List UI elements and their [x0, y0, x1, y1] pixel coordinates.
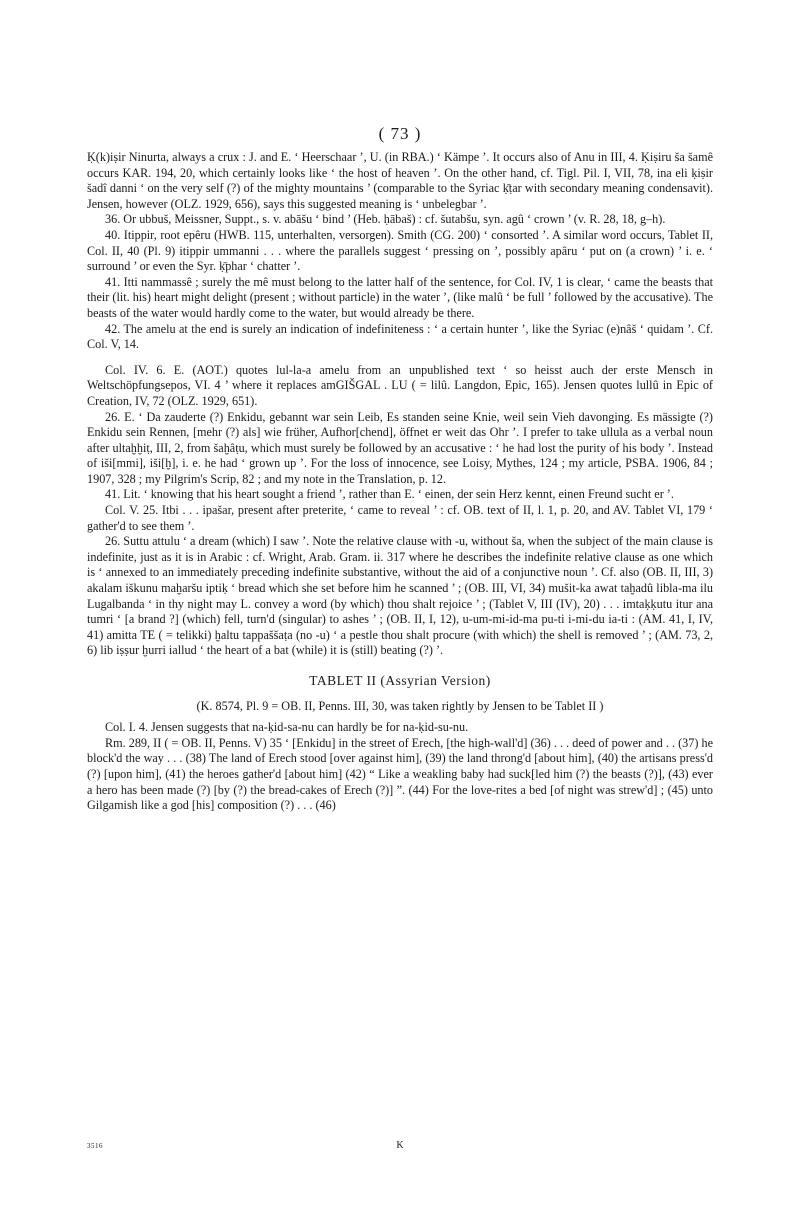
page-number: ( 73 ): [378, 124, 422, 143]
note-paragraph: 42. The amelu at the end is surely an indication of indefiniteness : ‘ a certain hunter ’, like the Syriac (e)nâš ‘ quidam ’. Cf. Col. V, 14.: [87, 321, 713, 352]
note-paragraph: Col. IV. 6. E. (AOT.) quotes lul-la-a amelu from an unpublished text ‘ so heisst auch der erste Mensch in Weltschöpfungsepos, VI. 4 ’ where it replaces amGIŠGAL . LU ( = lilû. Langdon, Epic, 165). Jensen quotes lullû in Epic of Creation, IV, 72 (OLZ. 1929, 651).: [87, 362, 713, 408]
commentary-notes: [87, 150, 713, 659]
note-paragraph: Ḳ(k)iṣir Ninurta, always a crux : J. and E. ‘ Heerschaar ’, U. (in RBA.) ‘ Kämpe ’. It occurs also of Anu in III, 4. Ḳiṣiru ša šamê occurs KAR. 194, 20, which certainly looks like ‘ the host of heaven ’. On the other hand, cf. Tigl. Pil. I, VII, 78, ina eli ḳiṣir šadî danni ‘ on the very self (?) of the mighty mountains ’ (comparable to the Syriac ḳ̄ṭar with secondary meaning condensavit). Jensen, however (OLZ. 1929, 656), says this suggested meaning is ‘ unbelegbar ’.: [87, 150, 713, 211]
note-paragraph: 36. Or ubbuš, Meissner, Suppt., s. v. abāšu ‘ bind ’ (Heb. ḥābaš) : cf. šutabšu, syn. agû ‘ crown ’ (v. R. 28, 18, g–h).: [105, 212, 666, 227]
signature-number: 3516: [87, 1142, 103, 1150]
note-paragraph: 41. Lit. ‘ knowing that his heart sought a friend ’, rather than E. ‘ einen, der sein Herz kennt, einen Freund sucht er ’.: [105, 487, 674, 502]
note-paragraph: Col. V. 25. Itbi . . . ipašar, present after preterite, ‘ came to reveal ’ : cf. OB. text of II, l. 1, p. 20, and AV. Tablet VI, 179 ‘ gather'd to see them ’.: [87, 503, 713, 533]
note-paragraph: 41. Itti nammassê ; surely the mê must belong to the latter half of the sentence, for Col. IV, 1 is clear, ‘ came the beasts that their (lit. his) heart might delight (present ; without particle) in the water ’, (like malû ‘ be full ’ followed by the accusative). The beasts of the water would hardly come to the water, but would already be there.: [87, 274, 713, 320]
paragraph-gap: [87, 353, 713, 363]
note-paragraph: 40. Itippir, root epêru (HWB. 115, unterhalten, versorgen). Smith (CG. 200) ‘ consorted ’. A similar word occurs, Tablet II, Col. II, 40 (Pl. 9) itippir ummanni . . . where the parallels suggest ‘ pressing on ’, possibly apâru ‘ put on (a crown) ’ i. e. ‘ surround ’ or even the Syr. ḳ̄phar ‘ chatter ’.: [87, 227, 713, 274]
signature-letter: K: [396, 1140, 404, 1151]
note-paragraph: Rm. 289, II ( = OB. II, Penns. V) 35 ‘ [Enkidu] in the street of Erech, [the high-wall'd] (36) . . . deed of power and . . (37) he block'd the way . . . (38) The land of Erech stood [over against him], (39) the land throng'd [about him], (40) the artisans press'd (?) [upon him], (41) the heroes gather'd [about him] (42) “ Like a weakling baby had suck[led him (?) the beasts (?)], (43) ever a hero has been made (?) [by (?) the bread-cakes of Erech (?)] ”. (44) For the love-rites a bed [of night was strew'd] ; (45) unto Gilgamish like a god [his] composition (?) . . . (46): [87, 735, 713, 813]
section-intro: (K. 8574, Pl. 9 = OB. II, Penns. III, 30, was taken rightly by Jensen to be Tablet II ): [196, 698, 604, 713]
note-paragraph: 26. E. ‘ Da zauderte (?) Enkidu, gebannt war sein Leib, Es standen seine Knie, weil sein Vieh davonging. Es mässigte (?) Enkidu sein Rennen, [mehr (?) als] wie früher, Aufhor[chend], öffnet er weit das Ohr ’. I prefer to take ullula as a verbal noun after ultaḫḫiṭ, III, 2, from šaḫâṭu, which must surely be followed by an accusative : ‘ he had lost the purity of his body ’. Instead of iši[mmi], iši[ḫ], i. e. he had ‘ grown up ’. For the loss of innocence, see Loisy, Mythes, 124 ; my article, PSBA. 1906, 84 ; 1907, 328 ; my Pilgrim's Scrip, 82 ; and my note in the Translation, p. 12.: [87, 409, 713, 486]
page-body: [87, 150, 713, 814]
section-notes: [87, 720, 713, 814]
note-paragraph: Col. I. 4. Jensen suggests that na-ḳid-sa-nu can hardly be for na-ḳid-su-nu.: [105, 720, 469, 735]
section-heading: TABLET II (Assyrian Version): [309, 673, 491, 688]
note-paragraph: 26. Suttu attulu ‘ a dream (which) I saw ’. Note the relative clause with -u, without ša, when the subject of the main clause is indefinite, just as it is in Arabic : cf. Wright, Arab. Gram. ii. 317 where he describes the indefinite relative clause as one which is ‘ annexed to an immediately preceding indefinite substantive, without the aid of a conjunctive noun ’. Cf. also (OB. II, III, 3) akalam iškunu maḫaršu iptiḳ ‘ bread which she set before him he scanned ’ ; (OB. III, VI, 34) mušit-ka awat taḫadû libla-ma ilu Lugalbanda ‘ in thy night may L. convey a word (by which) thou shalt rejoice ’ ; (Tablet V, III (IV), 20) . . . imtaḳḳutu itur ana tumri ‘ [a brand ?] (which) fell, turn'd (singular) to ashes ’ ; (OB. II, I, 12), u-um-mi-id-ma pu-ti i-mi-du ia-ti : (AM. 41, I, IV, 41) amitta TE ( = telikki) ḫaltu tappaššaṭa (no -u) ‘ a pestle thou shalt procure (with which) the shell is removed ’ ; (AM. 73, 2, 6) lib iṣṣur ḫurri iallud ‘ the heart of a bat (while) it is (still) beating (?) ’.: [87, 534, 713, 658]
